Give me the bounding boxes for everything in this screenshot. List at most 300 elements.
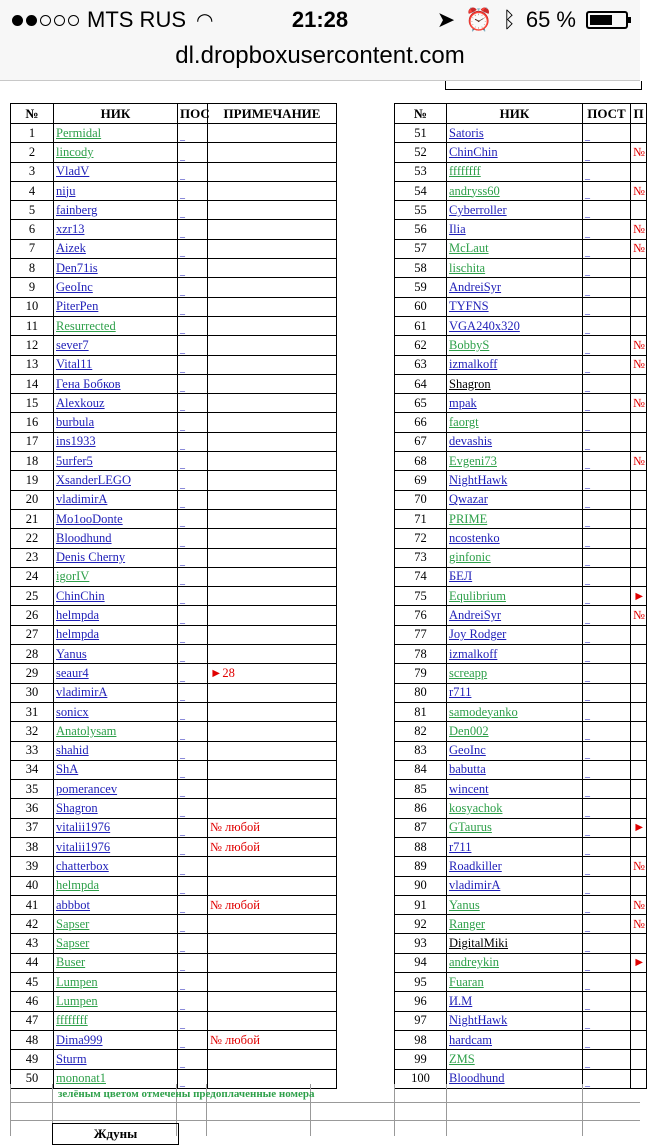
header-note: ПРИМЕЧАНИЕ xyxy=(208,104,337,124)
row-number: 43 xyxy=(11,934,54,953)
nick-link[interactable]: McLaut xyxy=(449,241,489,256)
row-number: 5 xyxy=(11,201,54,220)
row-number: 87 xyxy=(395,818,447,837)
table-row xyxy=(11,837,337,856)
table-row xyxy=(11,857,337,876)
nick-cell xyxy=(54,722,178,741)
row-number: 72 xyxy=(395,529,447,548)
table-row xyxy=(395,992,647,1011)
nick-link[interactable]: faorgt xyxy=(449,415,479,430)
row-number: 22 xyxy=(11,529,54,548)
nick-link[interactable]: Denis Cherny xyxy=(56,550,126,565)
nick-link[interactable]: ChinChin xyxy=(449,144,498,159)
note-cell xyxy=(631,741,647,760)
note-cell xyxy=(631,529,647,548)
table-row xyxy=(11,548,337,567)
row-number: 45 xyxy=(11,973,54,992)
nick-link[interactable]: AndreiSyr xyxy=(449,608,502,623)
nick-link[interactable]: GTaurus xyxy=(449,820,492,835)
pos-cell: _ xyxy=(583,664,631,683)
nick-link[interactable]: helmpda xyxy=(56,627,100,642)
row-number: 18 xyxy=(11,452,54,471)
nick-link[interactable]: Roadkiller xyxy=(449,858,502,873)
table-row xyxy=(395,471,647,490)
note-cell xyxy=(208,702,337,721)
note-cell: № xyxy=(631,355,647,374)
pos-cell: _ xyxy=(583,934,631,953)
pos-cell: _ xyxy=(178,741,208,760)
nick-cell xyxy=(447,490,583,509)
nick-link[interactable]: abbbot xyxy=(56,897,91,912)
nick-link[interactable]: andryss60 xyxy=(449,183,500,198)
nick-cell xyxy=(447,741,583,760)
row-number: 29 xyxy=(11,664,54,683)
nick-link[interactable]: PiterPen xyxy=(56,299,99,314)
nick-link[interactable]: izmalkoff xyxy=(449,646,498,661)
row-number: 65 xyxy=(395,394,447,413)
nick-link[interactable]: vitalii1976 xyxy=(56,839,111,854)
row-number: 78 xyxy=(395,645,447,664)
nick-link[interactable]: Fuaran xyxy=(449,974,484,989)
table-row xyxy=(395,413,647,432)
nick-link[interactable]: Equlibrium xyxy=(449,588,506,603)
note-cell: № любой xyxy=(208,818,337,837)
table-row xyxy=(11,355,337,374)
pos-cell: _ xyxy=(178,374,208,393)
note-cell xyxy=(631,1030,647,1049)
nick-link[interactable]: lischita xyxy=(449,260,486,275)
table-row xyxy=(11,683,337,702)
row-number: 92 xyxy=(395,915,447,934)
nick-link[interactable]: babutta xyxy=(449,762,486,777)
nick-link[interactable]: Alexkouz xyxy=(56,395,105,410)
nick-cell xyxy=(447,355,583,374)
table-row xyxy=(11,432,337,451)
wifi-icon: ◠ xyxy=(196,9,214,32)
waiting-header: Ждуны xyxy=(52,1123,179,1145)
bluetooth-icon: ᛒ xyxy=(502,7,516,32)
pos-cell: _ xyxy=(583,780,631,799)
note-cell xyxy=(208,355,337,374)
nick-link[interactable]: xzr13 xyxy=(56,222,85,237)
table-row xyxy=(11,625,337,644)
pos-cell: _ xyxy=(178,239,208,258)
note-cell: № xyxy=(631,895,647,914)
table-row xyxy=(11,413,337,432)
nick-cell xyxy=(447,374,583,393)
note-cell xyxy=(208,394,337,413)
nick-link[interactable]: ncostenko xyxy=(449,530,500,545)
note-cell xyxy=(631,567,647,586)
nick-link[interactable]: niju xyxy=(56,183,76,198)
table-row xyxy=(395,278,647,297)
nick-link[interactable]: BobbyS xyxy=(449,337,490,352)
note-cell xyxy=(631,683,647,702)
table-row xyxy=(11,297,337,316)
pos-cell: _ xyxy=(178,587,208,606)
nick-cell xyxy=(447,664,583,683)
pos-cell: _ xyxy=(178,567,208,586)
note-cell xyxy=(631,664,647,683)
nick-link[interactable]: izmalkoff xyxy=(449,357,498,372)
note-cell xyxy=(631,316,647,335)
row-number: 36 xyxy=(11,799,54,818)
pos-cell: _ xyxy=(583,915,631,934)
nick-link[interactable]: lincody xyxy=(56,144,94,159)
table-row xyxy=(395,799,647,818)
nick-cell xyxy=(54,837,178,856)
nick-link[interactable]: Shagron xyxy=(449,376,491,391)
nick-cell xyxy=(54,471,178,490)
row-number: 85 xyxy=(395,780,447,799)
note-cell: № xyxy=(631,143,647,162)
nick-link[interactable]: PRIME xyxy=(449,511,488,526)
note-cell xyxy=(631,471,647,490)
nick-link[interactable]: r711 xyxy=(449,839,472,854)
note-cell xyxy=(208,490,337,509)
nick-cell xyxy=(447,567,583,586)
row-number: 99 xyxy=(395,1050,447,1069)
nick-cell xyxy=(54,934,178,953)
table-row xyxy=(11,760,337,779)
row-number: 75 xyxy=(395,587,447,606)
nick-cell xyxy=(447,220,583,239)
nick-link[interactable]: NightHawk xyxy=(449,1013,508,1028)
table-row xyxy=(11,722,337,741)
nick-cell xyxy=(447,124,583,143)
nick-cell xyxy=(447,432,583,451)
pos-cell: _ xyxy=(583,143,631,162)
nick-cell xyxy=(447,297,583,316)
nick-link[interactable]: TYFNS xyxy=(449,299,489,314)
pos-cell: _ xyxy=(178,895,208,914)
nick-link[interactable]: Anatolysam xyxy=(56,723,117,738)
table-row xyxy=(395,606,647,625)
nick-cell xyxy=(54,509,178,528)
nick-link[interactable]: DigitalMiki xyxy=(449,936,509,951)
pos-cell: _ xyxy=(583,876,631,895)
nick-link[interactable]: GeoInc xyxy=(56,280,93,295)
row-number: 4 xyxy=(11,181,54,200)
nick-link[interactable]: AndreiSyr xyxy=(449,280,502,295)
pos-cell: _ xyxy=(178,992,208,1011)
table-row xyxy=(395,336,647,355)
note-cell xyxy=(208,220,337,239)
note-cell xyxy=(208,934,337,953)
nick-link[interactable]: ffffffff xyxy=(449,164,481,179)
note-cell xyxy=(208,413,337,432)
table-row xyxy=(11,780,337,799)
nick-link[interactable]: ChinChin xyxy=(56,588,105,603)
nick-link[interactable]: sever7 xyxy=(56,337,89,352)
carrier-label: MTS RUS xyxy=(87,7,186,32)
pos-cell: _ xyxy=(178,316,208,335)
nick-link[interactable]: XsanderLEGO xyxy=(56,472,131,487)
row-number: 30 xyxy=(11,683,54,702)
nick-link[interactable]: БЕЛ xyxy=(449,569,473,584)
pos-cell: _ xyxy=(583,625,631,644)
pos-cell: _ xyxy=(583,818,631,837)
table-row xyxy=(395,162,647,181)
nick-cell xyxy=(54,220,178,239)
nick-cell xyxy=(54,297,178,316)
note-cell xyxy=(208,374,337,393)
nick-link[interactable]: Den71is xyxy=(56,260,98,275)
nick-link[interactable]: Lumpen xyxy=(56,994,98,1008)
nick-link[interactable]: r711 xyxy=(449,685,472,700)
nick-link[interactable]: mononat1 xyxy=(56,1071,106,1086)
nick-link[interactable]: Aizek xyxy=(56,241,86,256)
note-cell xyxy=(208,760,337,779)
table-row xyxy=(395,818,647,837)
nick-link[interactable]: kosyachok xyxy=(449,801,503,816)
row-number: 1 xyxy=(11,124,54,143)
note-cell xyxy=(208,1050,337,1069)
pos-cell: _ xyxy=(178,162,208,181)
pos-cell: _ xyxy=(178,837,208,856)
pos-cell: _ xyxy=(583,548,631,567)
table-row xyxy=(395,509,647,528)
pos-cell: _ xyxy=(178,201,208,220)
table-row xyxy=(395,625,647,644)
nick-link[interactable]: ShA xyxy=(56,762,79,777)
pos-cell: _ xyxy=(178,181,208,200)
nick-link[interactable]: vladimirA xyxy=(449,878,501,893)
row-number: 54 xyxy=(395,181,447,200)
nick-link[interactable]: mpak xyxy=(449,395,477,410)
row-number: 77 xyxy=(395,625,447,644)
pos-cell: _ xyxy=(583,162,631,181)
pos-cell: _ xyxy=(583,181,631,200)
note-cell xyxy=(631,509,647,528)
note-cell: № любой xyxy=(208,837,337,856)
row-number: 19 xyxy=(11,471,54,490)
table-row xyxy=(11,895,337,914)
pos-cell: _ xyxy=(178,934,208,953)
pos-cell: _ xyxy=(583,471,631,490)
row-number: 51 xyxy=(395,124,447,143)
nick-cell xyxy=(54,490,178,509)
nick-cell xyxy=(54,567,178,586)
table-row xyxy=(11,567,337,586)
nick-link[interactable]: ffffffff xyxy=(56,1013,88,1028)
nick-cell xyxy=(54,413,178,432)
note-cell xyxy=(208,452,337,471)
nick-link[interactable]: Den002 xyxy=(449,723,489,738)
note-cell xyxy=(631,837,647,856)
nick-link[interactable]: shahid xyxy=(56,743,89,758)
nick-link[interactable]: Satoris xyxy=(449,125,484,140)
nick-link[interactable]: Vital11 xyxy=(56,357,93,372)
nick-link[interactable]: Sturm xyxy=(56,1051,87,1066)
pos-cell: _ xyxy=(178,876,208,895)
header-nick: НИК xyxy=(54,104,178,124)
row-number: 10 xyxy=(11,297,54,316)
table-row xyxy=(395,297,647,316)
pos-cell: _ xyxy=(583,259,631,278)
nick-link[interactable]: NightHawk xyxy=(449,472,508,487)
nick-link[interactable]: VGA240x320 xyxy=(449,318,520,333)
row-number: 42 xyxy=(11,915,54,934)
nick-link[interactable]: Cyberroller xyxy=(449,202,507,217)
header-num: № xyxy=(11,104,54,124)
address-bar[interactable] xyxy=(0,40,640,81)
table-row xyxy=(395,548,647,567)
header-pos: ПОСТ xyxy=(583,104,631,124)
pos-cell: _ xyxy=(178,722,208,741)
nick-link[interactable]: fainberg xyxy=(56,202,98,217)
note-cell xyxy=(208,278,337,297)
nick-cell xyxy=(54,915,178,934)
nick-link[interactable]: И.М xyxy=(449,994,473,1008)
row-number: 12 xyxy=(11,336,54,355)
note-cell xyxy=(631,645,647,664)
nick-link[interactable]: helmpda xyxy=(56,878,100,893)
row-number: 13 xyxy=(11,355,54,374)
nick-cell xyxy=(447,837,583,856)
table-row xyxy=(11,664,337,683)
row-number: 73 xyxy=(395,548,447,567)
pos-cell: _ xyxy=(583,799,631,818)
nick-link[interactable]: chatterbox xyxy=(56,858,109,873)
header-note: П xyxy=(631,104,647,124)
pos-cell: _ xyxy=(583,683,631,702)
nick-cell xyxy=(447,992,583,1011)
nick-link[interactable]: vladimirA xyxy=(56,685,108,700)
nick-link[interactable]: pomerancev xyxy=(56,781,118,796)
nick-link[interactable]: Ilia xyxy=(449,222,466,237)
nick-link[interactable]: Joy Rodger xyxy=(449,627,507,642)
row-number: 80 xyxy=(395,683,447,702)
row-number: 6 xyxy=(11,220,54,239)
table-row xyxy=(11,490,337,509)
nick-cell xyxy=(447,452,583,471)
pos-cell: _ xyxy=(583,741,631,760)
nick-link[interactable]: Buser xyxy=(56,955,86,970)
pos-cell: _ xyxy=(583,432,631,451)
pos-cell: _ xyxy=(178,124,208,143)
note-cell xyxy=(208,992,337,1011)
nick-link[interactable]: ginfonic xyxy=(449,550,491,565)
row-number: 52 xyxy=(395,143,447,162)
nick-link[interactable]: GeoInc xyxy=(449,743,486,758)
note-cell: ► xyxy=(631,818,647,837)
nick-link[interactable]: Bloodhund xyxy=(449,1071,505,1086)
nick-link[interactable]: Yanus xyxy=(56,646,87,661)
nick-cell xyxy=(447,143,583,162)
nick-link[interactable]: Sapser xyxy=(56,936,90,951)
note-cell xyxy=(208,316,337,335)
nick-link[interactable]: Ranger xyxy=(449,916,486,931)
nick-cell xyxy=(54,316,178,335)
note-cell xyxy=(208,124,337,143)
nick-link[interactable]: Mo1ooDonte xyxy=(56,511,123,526)
nick-cell xyxy=(54,953,178,972)
nick-link[interactable]: igorIV xyxy=(56,569,90,584)
note-cell xyxy=(208,1011,337,1030)
nick-cell xyxy=(54,645,178,664)
nick-cell xyxy=(447,895,583,914)
nick-link[interactable]: vladimirA xyxy=(56,492,108,507)
nick-link[interactable]: hardcam xyxy=(449,1032,493,1047)
table-row xyxy=(395,973,647,992)
nick-link[interactable]: Shagron xyxy=(56,801,98,816)
pos-cell: _ xyxy=(178,143,208,162)
url-text[interactable]: dl.dropboxusercontent.com xyxy=(175,42,465,69)
nick-link[interactable]: 5urfer5 xyxy=(56,453,93,468)
nick-link[interactable]: sonicx xyxy=(56,704,89,719)
note-cell xyxy=(208,722,337,741)
nick-cell xyxy=(447,278,583,297)
nick-link[interactable]: Evgeni73 xyxy=(449,453,497,468)
nick-link[interactable]: VladV xyxy=(56,164,90,179)
nick-link[interactable]: Lumpen xyxy=(56,974,98,989)
nick-link[interactable]: screapp xyxy=(449,665,488,680)
note-cell: № xyxy=(631,220,647,239)
row-number: 17 xyxy=(11,432,54,451)
nick-link[interactable]: Bloodhund xyxy=(56,530,112,545)
row-number: 86 xyxy=(395,799,447,818)
row-number: 96 xyxy=(395,992,447,1011)
note-cell: № xyxy=(631,181,647,200)
note-cell xyxy=(208,201,337,220)
nick-link[interactable]: Sapser xyxy=(56,916,90,931)
row-number: 67 xyxy=(395,432,447,451)
table-row xyxy=(11,394,337,413)
nick-link[interactable]: ZMS xyxy=(449,1051,475,1066)
nick-link[interactable]: wincent xyxy=(449,781,489,796)
pos-cell: _ xyxy=(583,452,631,471)
table-row xyxy=(11,1050,337,1069)
nick-link[interactable]: helmpda xyxy=(56,608,100,623)
nick-link[interactable]: Permidal xyxy=(56,125,102,140)
table-row xyxy=(11,1030,337,1049)
nick-link[interactable]: andreykin xyxy=(449,955,499,970)
spreadsheet-view[interactable] xyxy=(0,81,646,1141)
nick-link[interactable]: Yanus xyxy=(449,897,480,912)
nick-link[interactable]: samodeyanko xyxy=(449,704,518,719)
pos-cell: _ xyxy=(583,606,631,625)
note-cell xyxy=(208,471,337,490)
row-number: 23 xyxy=(11,548,54,567)
row-number: 32 xyxy=(11,722,54,741)
nick-cell xyxy=(54,1050,178,1069)
nick-link[interactable]: Resurrected xyxy=(56,318,116,333)
pos-cell: _ xyxy=(178,606,208,625)
nick-link[interactable]: devashis xyxy=(449,434,493,449)
nick-link[interactable]: ins1933 xyxy=(56,434,96,449)
table-row xyxy=(395,143,647,162)
row-number: 97 xyxy=(395,1011,447,1030)
nick-link[interactable]: Гена Бобков xyxy=(56,376,121,391)
table-row xyxy=(395,741,647,760)
nick-link[interactable]: Dima999 xyxy=(56,1032,103,1047)
nick-cell xyxy=(54,336,178,355)
nick-link[interactable]: vitalii1976 xyxy=(56,820,111,835)
nick-cell xyxy=(54,741,178,760)
pos-cell: _ xyxy=(583,953,631,972)
table-row xyxy=(395,259,647,278)
table-row xyxy=(395,895,647,914)
nick-cell xyxy=(54,818,178,837)
row-number: 88 xyxy=(395,837,447,856)
nick-cell xyxy=(54,201,178,220)
nick-link[interactable]: Qwazar xyxy=(449,492,488,507)
row-number: 68 xyxy=(395,452,447,471)
top-strip xyxy=(445,81,642,90)
nick-link[interactable]: seaur4 xyxy=(56,665,89,680)
nick-link[interactable]: burbula xyxy=(56,415,95,430)
